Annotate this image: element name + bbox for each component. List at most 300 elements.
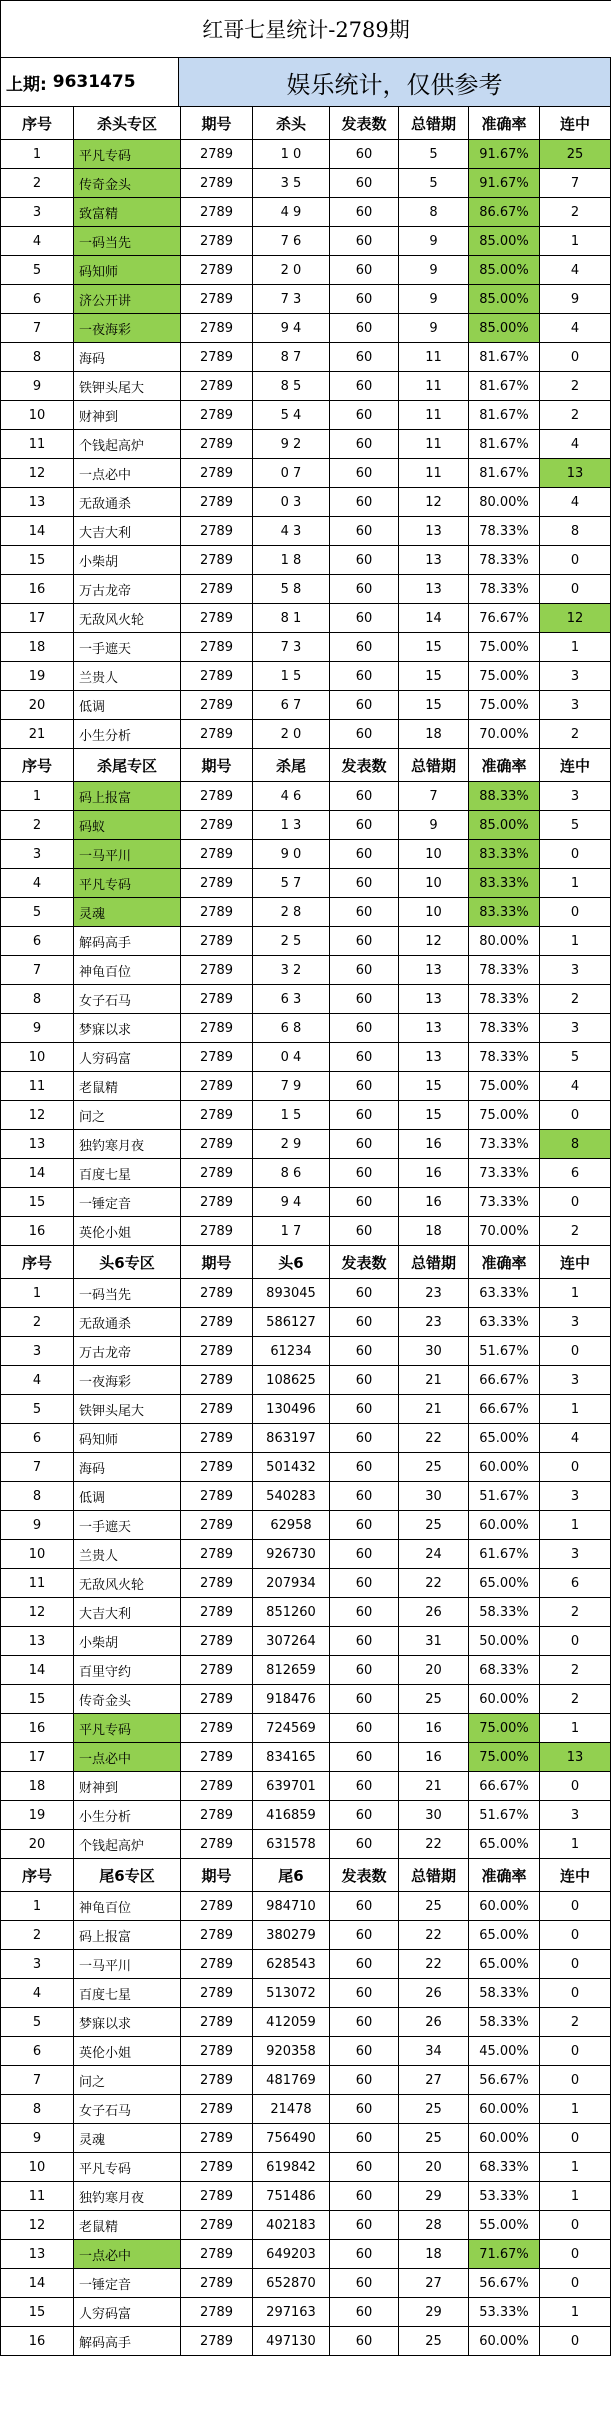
cell-streak: 0 bbox=[540, 1101, 611, 1129]
cell-posts: 60 bbox=[330, 720, 399, 748]
cell-number: 4 3 bbox=[253, 517, 330, 545]
table-row bbox=[0, 2240, 611, 2269]
cell-index: 16 bbox=[1, 1714, 74, 1742]
cell-posts: 60 bbox=[330, 811, 399, 839]
cell-name: 一手遮天 bbox=[74, 1511, 181, 1539]
cell-accuracy: 85.00% bbox=[469, 256, 540, 284]
table-row bbox=[0, 1511, 611, 1540]
table-row bbox=[0, 2095, 611, 2124]
cell-issue: 2789 bbox=[181, 372, 253, 400]
cell-issue: 2789 bbox=[181, 1279, 253, 1307]
cell-streak: 0 bbox=[540, 898, 611, 926]
cell-accuracy: 73.33% bbox=[469, 1130, 540, 1158]
cell-accuracy: 75.00% bbox=[469, 1101, 540, 1129]
cell-streak: 1 bbox=[540, 1714, 611, 1742]
cell-issue: 2789 bbox=[181, 1424, 253, 1452]
cell-posts: 60 bbox=[330, 1337, 399, 1365]
cell-index: 5 bbox=[1, 898, 74, 926]
cell-errors: 9 bbox=[399, 227, 469, 255]
cell-number: 207934 bbox=[253, 1569, 330, 1597]
cell-accuracy: 78.33% bbox=[469, 517, 540, 545]
table-row bbox=[0, 2066, 611, 2095]
cell-name: 兰贵人 bbox=[74, 1540, 181, 1568]
cell-posts: 60 bbox=[330, 1217, 399, 1245]
cell-name: 一手遮天 bbox=[74, 633, 181, 661]
cell-errors: 26 bbox=[399, 1979, 469, 2007]
cell-index: 16 bbox=[1, 2327, 74, 2355]
table-row bbox=[0, 1130, 611, 1159]
cell-number: 1 5 bbox=[253, 662, 330, 690]
table-row bbox=[0, 898, 611, 927]
cell-accuracy: 66.67% bbox=[469, 1366, 540, 1394]
table-row bbox=[0, 575, 611, 604]
cell-issue: 2789 bbox=[181, 782, 253, 810]
cell-name: 百里守约 bbox=[74, 1656, 181, 1684]
cell-name: 一点必中 bbox=[74, 1743, 181, 1771]
cell-name: 铁钾头尾大 bbox=[74, 1395, 181, 1423]
cell-posts: 60 bbox=[330, 1950, 399, 1978]
column-header: 期号 bbox=[181, 749, 253, 781]
cell-issue: 2789 bbox=[181, 169, 253, 197]
cell-number: 2 0 bbox=[253, 256, 330, 284]
column-header: 准确率 bbox=[469, 1246, 540, 1278]
cell-accuracy: 85.00% bbox=[469, 314, 540, 342]
cell-number: 513072 bbox=[253, 1979, 330, 2007]
cell-accuracy: 78.33% bbox=[469, 575, 540, 603]
cell-accuracy: 61.67% bbox=[469, 1540, 540, 1568]
cell-index: 14 bbox=[1, 1656, 74, 1684]
cell-name: 老鼠精 bbox=[74, 1072, 181, 1100]
cell-streak: 1 bbox=[540, 1279, 611, 1307]
cell-streak: 3 bbox=[540, 956, 611, 984]
table-row bbox=[0, 1892, 611, 1921]
cell-issue: 2789 bbox=[181, 285, 253, 313]
cell-errors: 15 bbox=[399, 662, 469, 690]
cell-name: 女子石马 bbox=[74, 985, 181, 1013]
table-row bbox=[0, 633, 611, 662]
cell-number: 6 3 bbox=[253, 985, 330, 1013]
column-header: 期号 bbox=[181, 1859, 253, 1891]
cell-issue: 2789 bbox=[181, 2124, 253, 2152]
cell-name: 一夜海彩 bbox=[74, 1366, 181, 1394]
cell-number: 8 1 bbox=[253, 604, 330, 632]
cell-issue: 2789 bbox=[181, 633, 253, 661]
cell-issue: 2789 bbox=[181, 1453, 253, 1481]
cell-name: 码上报富 bbox=[74, 782, 181, 810]
cell-index: 1 bbox=[1, 782, 74, 810]
cell-accuracy: 45.00% bbox=[469, 2037, 540, 2065]
cell-issue: 2789 bbox=[181, 343, 253, 371]
cell-accuracy: 60.00% bbox=[469, 1453, 540, 1481]
cell-issue: 2789 bbox=[181, 1656, 253, 1684]
cell-errors: 15 bbox=[399, 691, 469, 719]
cell-accuracy: 66.67% bbox=[469, 1772, 540, 1800]
cell-number: 9 4 bbox=[253, 314, 330, 342]
sections-container bbox=[0, 107, 611, 2356]
cell-errors: 13 bbox=[399, 517, 469, 545]
cell-name: 低调 bbox=[74, 1482, 181, 1510]
cell-errors: 18 bbox=[399, 1217, 469, 1245]
cell-errors: 11 bbox=[399, 343, 469, 371]
column-header: 总错期 bbox=[399, 1246, 469, 1278]
table-row bbox=[0, 314, 611, 343]
cell-streak: 9 bbox=[540, 285, 611, 313]
cell-number: 834165 bbox=[253, 1743, 330, 1771]
cell-accuracy: 78.33% bbox=[469, 956, 540, 984]
table-row bbox=[0, 1014, 611, 1043]
cell-errors: 15 bbox=[399, 633, 469, 661]
cell-accuracy: 63.33% bbox=[469, 1308, 540, 1336]
cell-issue: 2789 bbox=[181, 1043, 253, 1071]
cell-streak: 1 bbox=[540, 2095, 611, 2123]
cell-streak: 0 bbox=[540, 1337, 611, 1365]
cell-index: 1 bbox=[1, 1279, 74, 1307]
cell-streak: 2 bbox=[540, 1685, 611, 1713]
table-row bbox=[0, 985, 611, 1014]
cell-streak: 0 bbox=[540, 575, 611, 603]
cell-index: 5 bbox=[1, 1395, 74, 1423]
cell-index: 8 bbox=[1, 1482, 74, 1510]
cell-number: 108625 bbox=[253, 1366, 330, 1394]
cell-index: 3 bbox=[1, 840, 74, 868]
table-row bbox=[0, 1714, 611, 1743]
cell-accuracy: 65.00% bbox=[469, 1830, 540, 1858]
cell-accuracy: 75.00% bbox=[469, 633, 540, 661]
cell-issue: 2789 bbox=[181, 1101, 253, 1129]
cell-index: 9 bbox=[1, 1014, 74, 1042]
cell-errors: 26 bbox=[399, 1598, 469, 1626]
title-bar bbox=[0, 0, 611, 58]
cell-streak: 0 bbox=[540, 343, 611, 371]
cell-errors: 5 bbox=[399, 169, 469, 197]
cell-index: 4 bbox=[1, 869, 74, 897]
tagline-banner: 娱乐统计，仅供参考 bbox=[179, 58, 611, 106]
table-row bbox=[0, 2008, 611, 2037]
cell-errors: 13 bbox=[399, 985, 469, 1013]
cell-number: 9 4 bbox=[253, 1188, 330, 1216]
cell-streak: 4 bbox=[540, 1424, 611, 1452]
section-header bbox=[0, 749, 611, 782]
cell-number: 6 7 bbox=[253, 691, 330, 719]
cell-errors: 8 bbox=[399, 198, 469, 226]
cell-name: 一锤定音 bbox=[74, 2269, 181, 2297]
cell-issue: 2789 bbox=[181, 2095, 253, 2123]
table-row bbox=[0, 691, 611, 720]
cell-issue: 2789 bbox=[181, 1395, 253, 1423]
table-row bbox=[0, 2269, 611, 2298]
cell-issue: 2789 bbox=[181, 2211, 253, 2239]
cell-index: 8 bbox=[1, 2095, 74, 2123]
cell-accuracy: 75.00% bbox=[469, 1714, 540, 1742]
table-row bbox=[0, 1569, 611, 1598]
cell-issue: 2789 bbox=[181, 546, 253, 574]
cell-number: 2 9 bbox=[253, 1130, 330, 1158]
section-header bbox=[0, 1246, 611, 1279]
cell-number: 893045 bbox=[253, 1279, 330, 1307]
cell-index: 6 bbox=[1, 1424, 74, 1452]
cell-streak: 0 bbox=[540, 2269, 611, 2297]
cell-errors: 25 bbox=[399, 1685, 469, 1713]
section-header bbox=[0, 107, 611, 140]
table-row bbox=[0, 1043, 611, 1072]
cell-name: 解码高手 bbox=[74, 927, 181, 955]
cell-index: 21 bbox=[1, 720, 74, 748]
cell-index: 16 bbox=[1, 575, 74, 603]
table-row bbox=[0, 1188, 611, 1217]
cell-errors: 20 bbox=[399, 2153, 469, 2181]
cell-posts: 60 bbox=[330, 1159, 399, 1187]
cell-errors: 11 bbox=[399, 459, 469, 487]
cell-name: 海码 bbox=[74, 1453, 181, 1481]
cell-errors: 9 bbox=[399, 256, 469, 284]
table-row bbox=[0, 1656, 611, 1685]
cell-streak: 4 bbox=[540, 430, 611, 458]
cell-index: 2 bbox=[1, 811, 74, 839]
table-row bbox=[0, 2298, 611, 2327]
cell-accuracy: 81.67% bbox=[469, 343, 540, 371]
cell-accuracy: 68.33% bbox=[469, 1656, 540, 1684]
cell-posts: 60 bbox=[330, 1685, 399, 1713]
cell-streak: 0 bbox=[540, 1921, 611, 1949]
cell-accuracy: 51.67% bbox=[469, 1337, 540, 1365]
cell-name: 码蚁 bbox=[74, 811, 181, 839]
cell-errors: 25 bbox=[399, 1511, 469, 1539]
cell-accuracy: 73.33% bbox=[469, 1188, 540, 1216]
cell-errors: 16 bbox=[399, 1714, 469, 1742]
cell-name: 传奇金头 bbox=[74, 1685, 181, 1713]
cell-issue: 2789 bbox=[181, 1072, 253, 1100]
cell-posts: 60 bbox=[330, 1540, 399, 1568]
cell-number: 62958 bbox=[253, 1511, 330, 1539]
cell-posts: 60 bbox=[330, 1043, 399, 1071]
table-row bbox=[0, 1337, 611, 1366]
cell-name: 百度七星 bbox=[74, 1159, 181, 1187]
cell-index: 2 bbox=[1, 1921, 74, 1949]
cell-issue: 2789 bbox=[181, 1627, 253, 1655]
cell-streak: 3 bbox=[540, 1540, 611, 1568]
cell-issue: 2789 bbox=[181, 1188, 253, 1216]
cell-posts: 60 bbox=[330, 633, 399, 661]
cell-issue: 2789 bbox=[181, 1950, 253, 1978]
cell-errors: 12 bbox=[399, 927, 469, 955]
cell-posts: 60 bbox=[330, 1366, 399, 1394]
column-header: 总错期 bbox=[399, 107, 469, 139]
cell-name: 灵魂 bbox=[74, 2124, 181, 2152]
cell-errors: 21 bbox=[399, 1395, 469, 1423]
cell-accuracy: 88.33% bbox=[469, 782, 540, 810]
cell-issue: 2789 bbox=[181, 1366, 253, 1394]
column-header: 序号 bbox=[1, 749, 74, 781]
cell-number: 130496 bbox=[253, 1395, 330, 1423]
cell-posts: 60 bbox=[330, 691, 399, 719]
cell-errors: 22 bbox=[399, 1569, 469, 1597]
cell-issue: 2789 bbox=[181, 2037, 253, 2065]
cell-name: 万古龙帝 bbox=[74, 575, 181, 603]
column-header: 序号 bbox=[1, 1246, 74, 1278]
cell-issue: 2789 bbox=[181, 956, 253, 984]
cell-accuracy: 55.00% bbox=[469, 2211, 540, 2239]
table-row bbox=[0, 1453, 611, 1482]
cell-number: 9 0 bbox=[253, 840, 330, 868]
cell-accuracy: 76.67% bbox=[469, 604, 540, 632]
cell-index: 4 bbox=[1, 227, 74, 255]
table-row bbox=[0, 517, 611, 546]
cell-accuracy: 75.00% bbox=[469, 1072, 540, 1100]
cell-accuracy: 78.33% bbox=[469, 1014, 540, 1042]
table-row bbox=[0, 956, 611, 985]
table-row bbox=[0, 782, 611, 811]
cell-issue: 2789 bbox=[181, 2153, 253, 2181]
cell-errors: 13 bbox=[399, 1014, 469, 1042]
cell-index: 11 bbox=[1, 430, 74, 458]
cell-issue: 2789 bbox=[181, 1598, 253, 1626]
cell-accuracy: 51.67% bbox=[469, 1801, 540, 1829]
table-row bbox=[0, 1395, 611, 1424]
cell-errors: 10 bbox=[399, 898, 469, 926]
cell-streak: 0 bbox=[540, 1188, 611, 1216]
cell-number: 2 0 bbox=[253, 720, 330, 748]
cell-number: 540283 bbox=[253, 1482, 330, 1510]
cell-number: 652870 bbox=[253, 2269, 330, 2297]
cell-number: 1 5 bbox=[253, 1101, 330, 1129]
cell-streak: 1 bbox=[540, 2182, 611, 2210]
cell-number: 1 0 bbox=[253, 140, 330, 168]
cell-name: 无敌风火轮 bbox=[74, 604, 181, 632]
table-row bbox=[0, 2124, 611, 2153]
cell-name: 百度七星 bbox=[74, 1979, 181, 2007]
cell-errors: 13 bbox=[399, 575, 469, 603]
cell-errors: 23 bbox=[399, 1279, 469, 1307]
cell-name: 码上报富 bbox=[74, 1921, 181, 1949]
cell-name: 问之 bbox=[74, 2066, 181, 2094]
cell-accuracy: 53.33% bbox=[469, 2298, 540, 2326]
cell-issue: 2789 bbox=[181, 2066, 253, 2094]
table-row bbox=[0, 343, 611, 372]
column-header: 头6 bbox=[253, 1246, 330, 1278]
cell-streak: 0 bbox=[540, 2211, 611, 2239]
cell-issue: 2789 bbox=[181, 488, 253, 516]
table-row bbox=[0, 927, 611, 956]
cell-number: 1 3 bbox=[253, 811, 330, 839]
cell-name: 平凡专码 bbox=[74, 869, 181, 897]
cell-errors: 10 bbox=[399, 869, 469, 897]
table-row bbox=[0, 1801, 611, 1830]
cell-streak: 4 bbox=[540, 488, 611, 516]
cell-number: 9 2 bbox=[253, 430, 330, 458]
cell-posts: 60 bbox=[330, 401, 399, 429]
cell-number: 481769 bbox=[253, 2066, 330, 2094]
cell-accuracy: 60.00% bbox=[469, 2124, 540, 2152]
cell-name: 一码当先 bbox=[74, 1279, 181, 1307]
cell-accuracy: 60.00% bbox=[469, 1685, 540, 1713]
cell-posts: 60 bbox=[330, 488, 399, 516]
table-row bbox=[0, 459, 611, 488]
cell-streak: 13 bbox=[540, 459, 611, 487]
cell-posts: 60 bbox=[330, 285, 399, 313]
cell-index: 18 bbox=[1, 1772, 74, 1800]
cell-number: 756490 bbox=[253, 2124, 330, 2152]
cell-posts: 60 bbox=[330, 459, 399, 487]
column-header: 杀头 bbox=[253, 107, 330, 139]
cell-number: 984710 bbox=[253, 1892, 330, 1920]
cell-index: 13 bbox=[1, 1130, 74, 1158]
table-row bbox=[0, 2327, 611, 2356]
table-row bbox=[0, 1772, 611, 1801]
cell-posts: 60 bbox=[330, 1101, 399, 1129]
cell-posts: 60 bbox=[330, 140, 399, 168]
cell-name: 致富精 bbox=[74, 198, 181, 226]
cell-issue: 2789 bbox=[181, 227, 253, 255]
cell-errors: 27 bbox=[399, 2066, 469, 2094]
cell-name: 问之 bbox=[74, 1101, 181, 1129]
cell-posts: 60 bbox=[330, 1714, 399, 1742]
cell-issue: 2789 bbox=[181, 1511, 253, 1539]
cell-issue: 2789 bbox=[181, 401, 253, 429]
column-header: 连中 bbox=[540, 107, 611, 139]
cell-errors: 27 bbox=[399, 2269, 469, 2297]
cell-name: 万古龙帝 bbox=[74, 1337, 181, 1365]
cell-number: 7 3 bbox=[253, 633, 330, 661]
cell-accuracy: 50.00% bbox=[469, 1627, 540, 1655]
cell-name: 小生分析 bbox=[74, 1801, 181, 1829]
cell-index: 16 bbox=[1, 1217, 74, 1245]
cell-name: 无敌风火轮 bbox=[74, 1569, 181, 1597]
cell-streak: 2 bbox=[540, 1598, 611, 1626]
cell-accuracy: 58.33% bbox=[469, 1979, 540, 2007]
cell-issue: 2789 bbox=[181, 1772, 253, 1800]
cell-posts: 60 bbox=[330, 575, 399, 603]
cell-errors: 13 bbox=[399, 1043, 469, 1071]
cell-posts: 60 bbox=[330, 517, 399, 545]
last-draw bbox=[1, 58, 179, 106]
cell-name: 灵魂 bbox=[74, 898, 181, 926]
table-row bbox=[0, 1482, 611, 1511]
cell-errors: 22 bbox=[399, 1830, 469, 1858]
cell-issue: 2789 bbox=[181, 1830, 253, 1858]
cell-errors: 7 bbox=[399, 782, 469, 810]
cell-index: 10 bbox=[1, 1540, 74, 1568]
cell-streak: 1 bbox=[540, 1395, 611, 1423]
cell-number: 812659 bbox=[253, 1656, 330, 1684]
cell-streak: 3 bbox=[540, 1801, 611, 1829]
cell-posts: 60 bbox=[330, 1511, 399, 1539]
cell-posts: 60 bbox=[330, 169, 399, 197]
cell-issue: 2789 bbox=[181, 1685, 253, 1713]
cell-streak: 12 bbox=[540, 604, 611, 632]
cell-issue: 2789 bbox=[181, 1337, 253, 1365]
column-header: 杀头专区 bbox=[74, 107, 181, 139]
table-row bbox=[0, 1830, 611, 1859]
cell-posts: 60 bbox=[330, 2182, 399, 2210]
cell-posts: 60 bbox=[330, 1188, 399, 1216]
cell-name: 平凡专码 bbox=[74, 2153, 181, 2181]
cell-issue: 2789 bbox=[181, 1540, 253, 1568]
cell-name: 梦寐以求 bbox=[74, 1014, 181, 1042]
cell-accuracy: 51.67% bbox=[469, 1482, 540, 1510]
cell-index: 1 bbox=[1, 140, 74, 168]
cell-index: 8 bbox=[1, 985, 74, 1013]
cell-number: 619842 bbox=[253, 2153, 330, 2181]
cell-accuracy: 60.00% bbox=[469, 2095, 540, 2123]
table-row bbox=[0, 604, 611, 633]
table-row bbox=[0, 1950, 611, 1979]
column-header: 总错期 bbox=[399, 1859, 469, 1891]
cell-streak: 5 bbox=[540, 811, 611, 839]
column-header: 准确率 bbox=[469, 1859, 540, 1891]
cell-posts: 60 bbox=[330, 2095, 399, 2123]
cell-streak: 0 bbox=[540, 546, 611, 574]
cell-name: 梦寐以求 bbox=[74, 2008, 181, 2036]
